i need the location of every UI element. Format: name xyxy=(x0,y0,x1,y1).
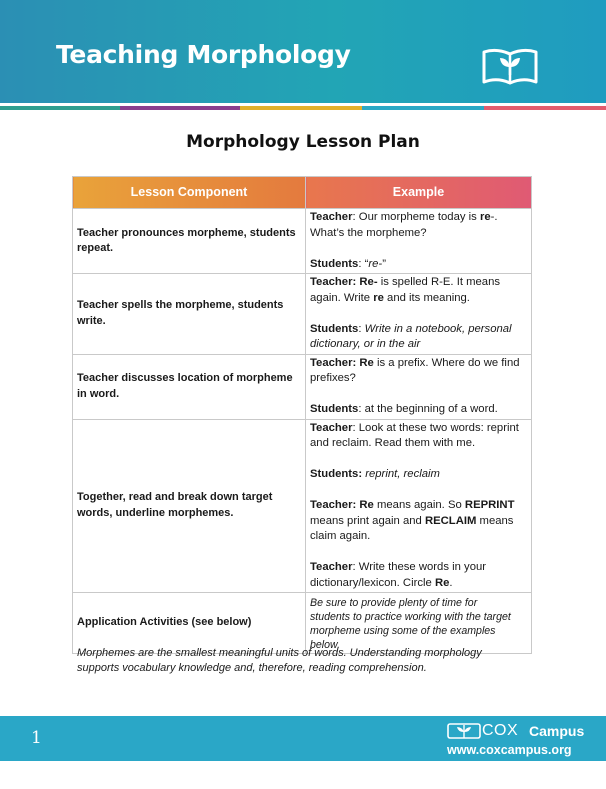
example-line: and reclaim. Read them with me. xyxy=(310,437,476,449)
example-line: Teacher: Our morpheme today is re-. xyxy=(310,211,498,223)
brand-cox-text: COX xyxy=(482,722,519,739)
open-book-sprout-icon xyxy=(481,46,539,86)
example-line: dictionary/lexicon. Circle Re. xyxy=(310,576,453,589)
lesson-component-cell: Teacher pronounces morpheme, students repeat. xyxy=(73,209,306,274)
website-url: www.coxcampus.org xyxy=(447,743,572,757)
document-title: Morphology Lesson Plan xyxy=(186,132,420,152)
brand-campus-text: Campus xyxy=(529,723,585,739)
table-row xyxy=(73,419,532,593)
example-line: students to practice working with the target xyxy=(310,610,511,623)
footnote-line: Morphemes are the smallest meaningful units of words. Understanding morphology xyxy=(77,647,482,659)
footnote xyxy=(77,646,547,676)
example-line: Students: reprint, reclaim xyxy=(310,468,440,480)
example-cell xyxy=(306,354,532,419)
page-header xyxy=(0,0,606,103)
color-stripe xyxy=(240,106,362,110)
example-cell xyxy=(306,593,532,654)
example-line: claim again. xyxy=(310,530,371,542)
color-stripe xyxy=(362,106,484,110)
example-line: prefixes? xyxy=(310,372,356,384)
example-line: Students: “re-” xyxy=(310,257,386,270)
table-row xyxy=(73,209,532,274)
example-line: Teacher: Re means again. So REPRINT xyxy=(310,499,515,511)
table-header-row xyxy=(73,177,532,209)
lesson-plan-table xyxy=(72,176,532,654)
color-stripe xyxy=(484,106,606,110)
example-line: What’s the morpheme? xyxy=(310,226,427,239)
color-stripe xyxy=(0,106,120,110)
example-line: again. Write re and its meaning. xyxy=(310,291,470,304)
example-cell xyxy=(306,419,532,593)
example-line: Teacher: Re is a prefix. Where do we find xyxy=(310,356,520,369)
table-row xyxy=(73,354,532,419)
example-line: Teacher: Look at these two words: reprint xyxy=(310,421,519,434)
table-row xyxy=(73,274,532,355)
lesson-component-cell: Teacher spells the morpheme, students write. xyxy=(73,274,306,355)
example-line: below. xyxy=(310,638,341,651)
example-cell xyxy=(306,209,532,274)
page-footer xyxy=(0,716,606,761)
column-header-example: Example xyxy=(306,177,532,209)
lesson-component-cell: Together, read and break down target words, underline morphemes. xyxy=(73,419,306,593)
example-line: Be sure to provide plenty of time for xyxy=(310,596,478,609)
lesson-component-cell: Teacher discusses location of morpheme in word. xyxy=(73,354,306,419)
header-title: Teaching Morphology xyxy=(56,40,351,69)
example-line: Teacher: Re- is spelled R-E. It means xyxy=(310,276,501,288)
example-line: Teacher: Write these words in your xyxy=(310,561,487,573)
example-line: morpheme using some of the examples xyxy=(310,624,496,637)
lesson-component-cell: Application Activities (see below) xyxy=(73,593,306,654)
column-header-component: Lesson Component xyxy=(73,177,306,209)
color-stripe xyxy=(120,106,240,110)
example-cell xyxy=(306,274,532,355)
footnote-line: supports vocabulary knowledge and, therefore, reading comprehension. xyxy=(77,662,427,674)
cox-campus-book-icon xyxy=(447,723,481,739)
example-line: dictionary, or in the air xyxy=(310,338,421,350)
example-line: Students: Write in a notebook, personal xyxy=(310,322,512,335)
page-number: 1 xyxy=(31,728,42,748)
example-line: means print again and RECLAIM means xyxy=(310,514,514,527)
table-row xyxy=(73,593,532,654)
example-line: Students: at the beginning of a word. xyxy=(310,403,498,415)
